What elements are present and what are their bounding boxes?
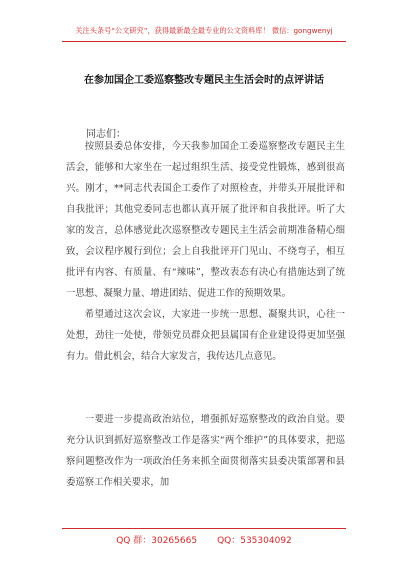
body-paragraph-1: 按照县委总体安排，今天我参加国企工委巡察整改专题民主生活会，能够和大家坐在一起过组织生活、接受党性锻炼，感到很高兴。刚才，**同志代表国企工委作了对照检查，并带头开展批评和自我批评；其他党委同志也都认真开展了批评和自我批评。听了大家的发言，总体感觉此次巡察整改专题民主生活会前期准备精心细致，会议程序履行到位；会上自我批评开门见山、不绕弯子，相互批评有内容、有质量、有“辣味”，整改表态有决心有措施达到了统一思想、凝聚力量、增进团结、促进工作的预期效果。 [66, 141, 345, 299]
document-title: 在参加国企工委巡察整改专题民主生活会时的点评讲话 [84, 75, 324, 86]
footer-qq-group: QQ 群：30265665 [116, 536, 198, 546]
salutation: 同志们： [86, 129, 126, 140]
header-divider [62, 41, 346, 42]
header-banner: 关注头条号“公文研究”，获得最新最全最专业的公文资料库！ 微信：gongwenyj [75, 26, 333, 35]
body-paragraph-2: 希望通过这次会议，大家进一步统一思想、凝聚共识，心往一处想，劲往一处使，带领党员群众把县属国有企业建设得更加坚强有力。借此机会，结合大家发言，我传达几点意见。 [66, 309, 345, 362]
body-paragraph-3: 一要进一步提高政治站位，增强抓好巡察整改的政治自觉。要充分认识到抓好巡察整改工作是落实“两个维护”的具体要求，把巡察问题整改作为一项政治任务来抓全面贯彻落实县委决策部署和县委巡察工作相关要求，加 [66, 414, 345, 488]
footer-contact [0, 533, 408, 546]
footer-divider [62, 528, 346, 529]
footer-qq: QQ：535304092 [217, 536, 292, 546]
